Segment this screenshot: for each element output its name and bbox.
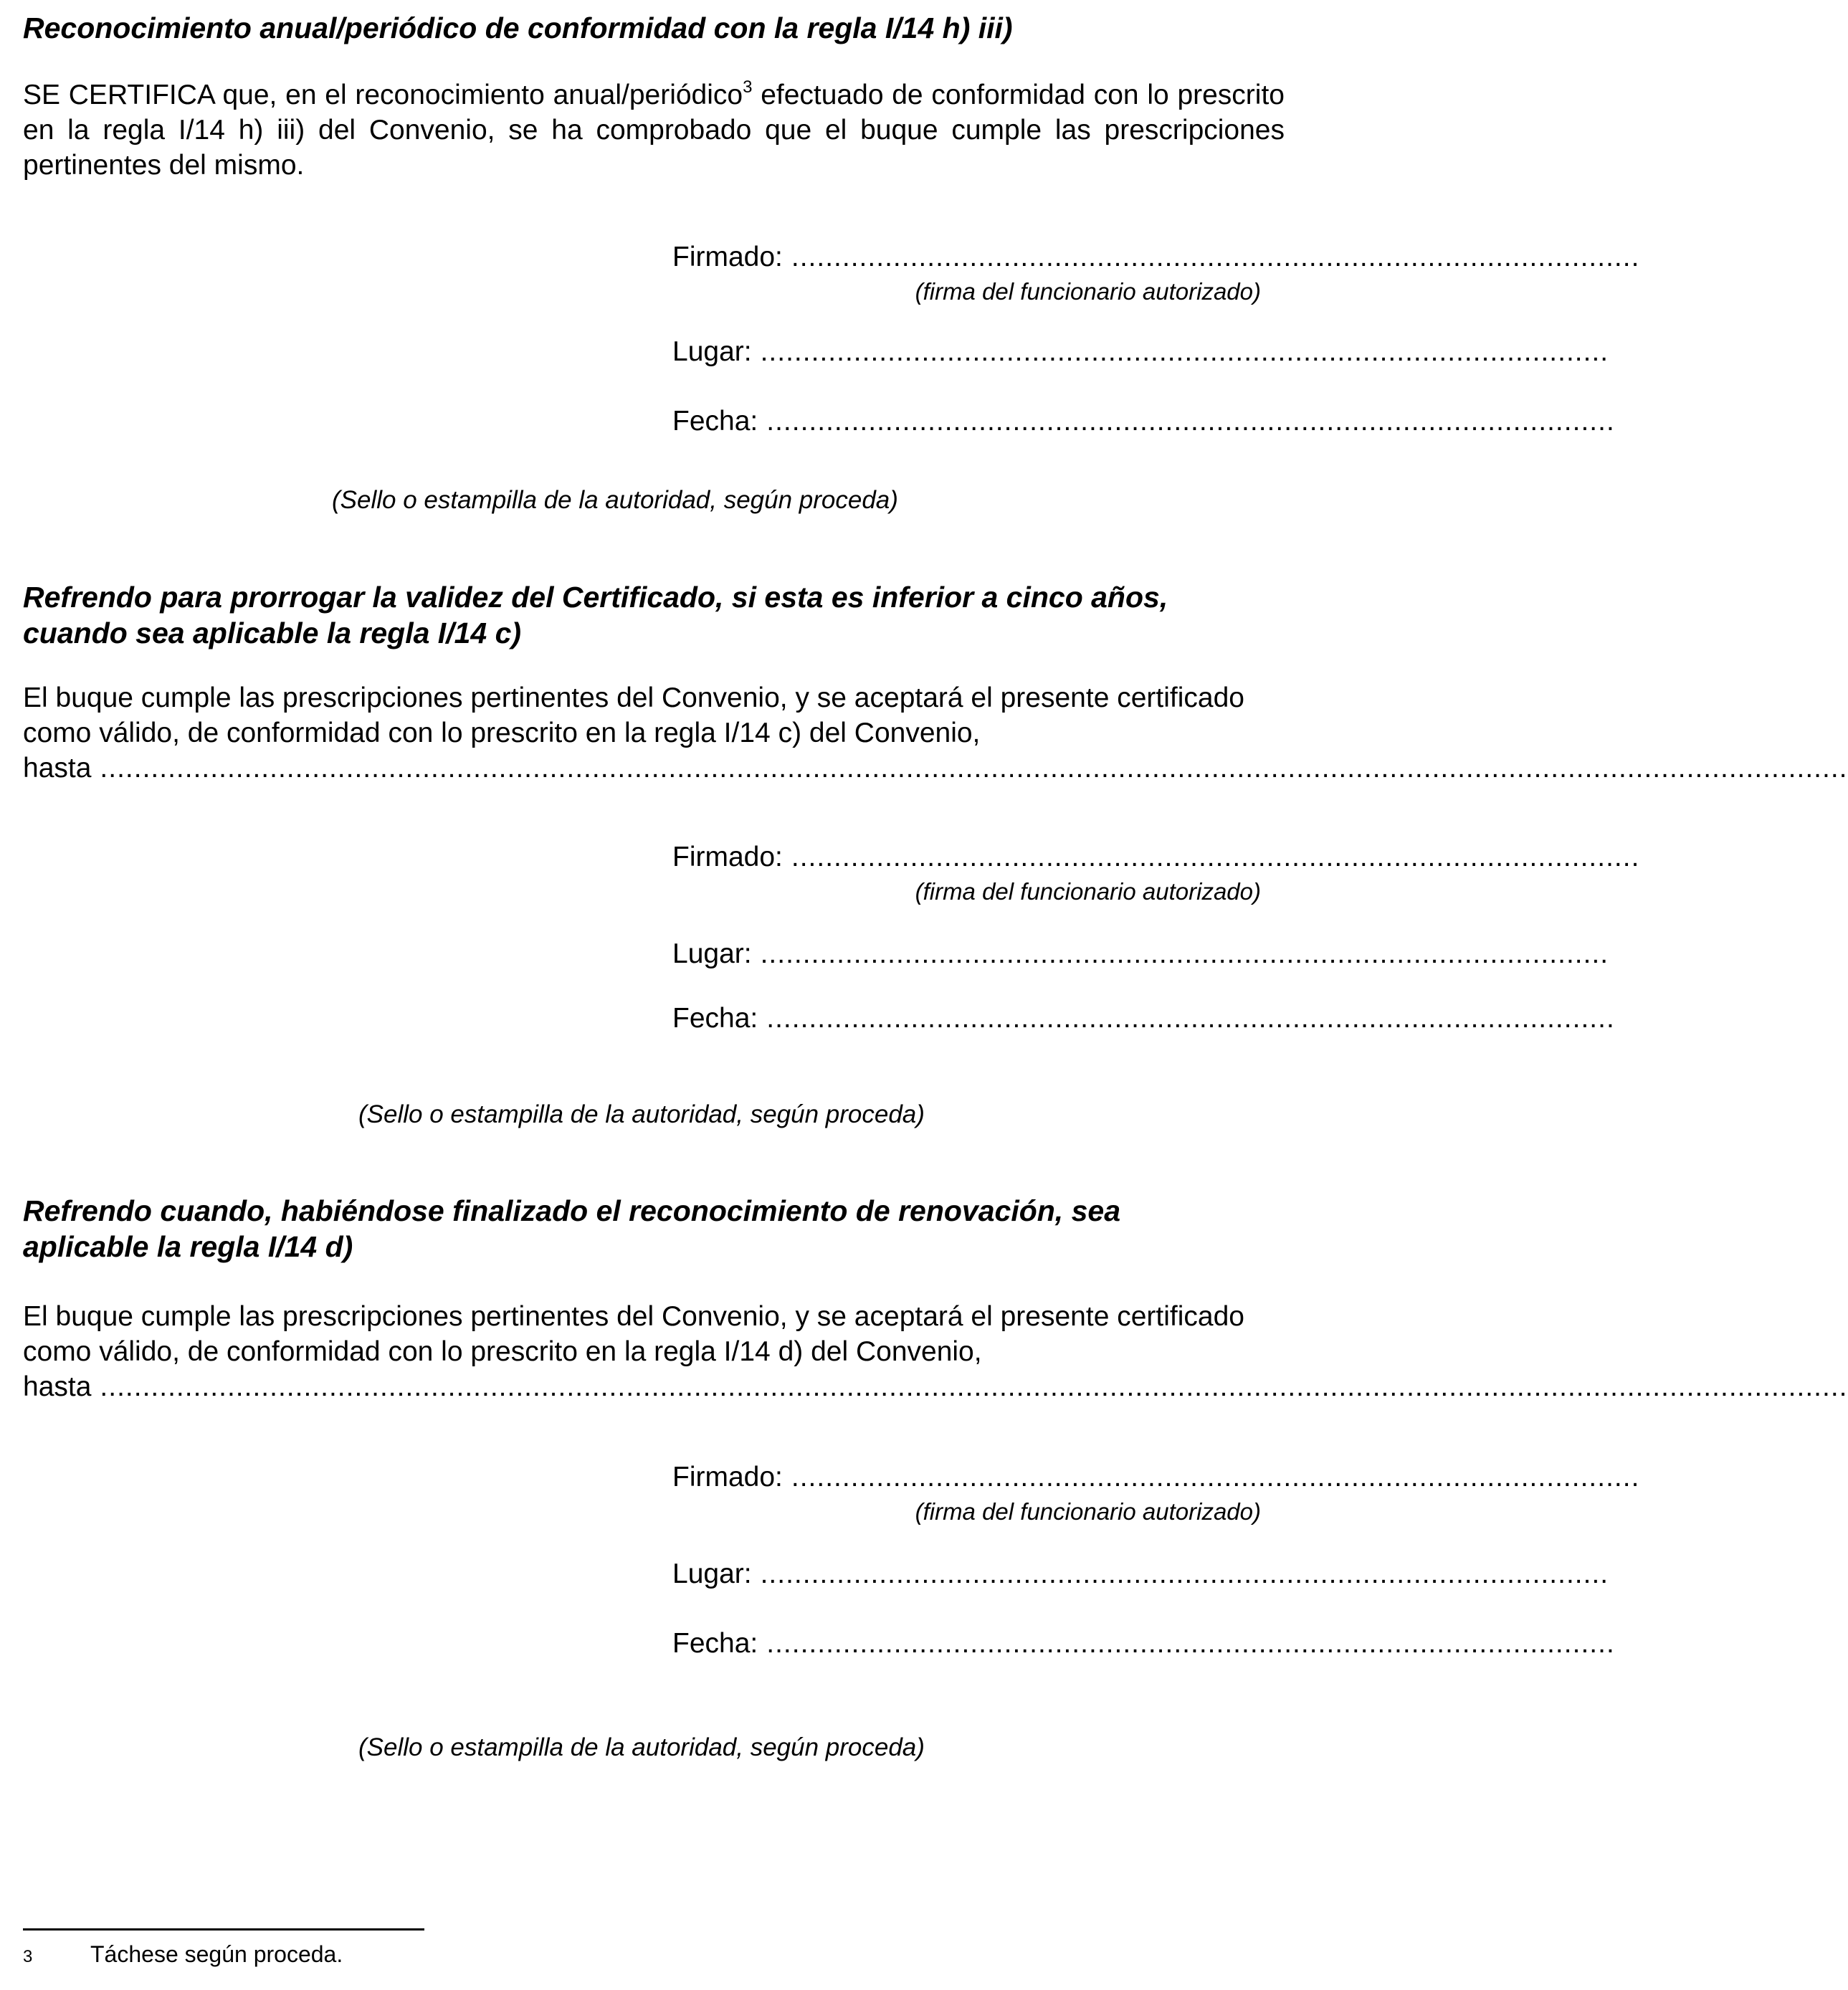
until-line: .............................................................................................................................................................................................................. xyxy=(100,1371,1848,1402)
signed-label: Firmado: xyxy=(672,1462,783,1492)
until-label: hasta xyxy=(23,1371,92,1402)
section3-signed-field[interactable] xyxy=(672,1460,1640,1495)
section3-place-field[interactable] xyxy=(672,1556,1609,1591)
section2-date-field[interactable] xyxy=(672,1001,1615,1036)
section3-seal-note: (Sello o estampilla de la autoridad, según proceda) xyxy=(358,1733,925,1761)
section1-body-start: SE CERTIFICA que, en el reconocimiento anual/periódico xyxy=(23,80,743,110)
signature-line: .................................................................................................... xyxy=(791,242,1640,272)
section2-heading-line2: cuando sea aplicable la regla I/14 c) xyxy=(23,616,522,649)
footnote-text: Táchese según proceda. xyxy=(90,1941,343,1967)
section2-signed-field[interactable] xyxy=(672,839,1640,875)
section2-seal-note: (Sello o estampilla de la autoridad, según proceda) xyxy=(358,1100,925,1128)
section2-heading xyxy=(23,579,1168,651)
section2-signature-caption: (firma del funcionario autorizado) xyxy=(915,878,1261,905)
date-line: .................................................................................................... xyxy=(766,1003,1615,1034)
signature-line: .................................................................................................... xyxy=(791,1462,1640,1492)
place-line: .................................................................................................... xyxy=(760,336,1609,367)
place-label: Lugar: xyxy=(672,1558,752,1589)
section3-date-field[interactable] xyxy=(672,1626,1615,1661)
section3-heading-line1: Refrendo cuando, habiéndose finalizado el reconocimiento de renovación, sea xyxy=(23,1194,1120,1227)
date-line: .................................................................................................... xyxy=(766,1628,1615,1659)
section3-until-field[interactable] xyxy=(23,1369,1848,1404)
until-label: hasta xyxy=(23,753,92,784)
signed-label: Firmado: xyxy=(672,842,783,872)
date-label: Fecha: xyxy=(672,1003,758,1034)
section3-body: El buque cumple las prescripciones pertinentes del Convenio, y se aceptará el presente certificado como válido, de conformidad con lo prescrito en la regla I/14 d) del Convenio, xyxy=(23,1301,1244,1367)
section1-place-field[interactable] xyxy=(672,334,1609,369)
section1-heading: Reconocimiento anual/periódico de conformidad con la regla I/14 h) iii) xyxy=(23,11,1013,44)
place-label: Lugar: xyxy=(672,336,752,367)
date-label: Fecha: xyxy=(672,1628,758,1659)
section3-heading-line2: aplicable la regla I/14 d) xyxy=(23,1230,353,1263)
footnote xyxy=(23,1940,343,1971)
signature-line: .................................................................................................... xyxy=(791,842,1640,872)
section1-body-end: efectuado de conformidad con lo prescrito en la regla I/14 h) iii) del Convenio, se ha comprobado que el buque cumple las prescripciones pertinentes del mismo. xyxy=(23,80,1285,181)
section1-signed-field[interactable] xyxy=(672,239,1640,275)
date-line: .................................................................................................... xyxy=(766,406,1615,437)
place-line: .................................................................................................... xyxy=(760,938,1609,969)
section1-body xyxy=(23,77,1285,183)
section2-body: El buque cumple las prescripciones pertinentes del Convenio, y se aceptará el presente certificado como válido, de conformidad con lo prescrito en la regla I/14 c) del Convenio, xyxy=(23,682,1244,748)
date-label: Fecha: xyxy=(672,406,758,437)
place-label: Lugar: xyxy=(672,938,752,969)
section2-until-field[interactable] xyxy=(23,751,1848,786)
section1-seal-note: (Sello o estampilla de la autoridad, según proceda) xyxy=(332,486,898,514)
section1-signature-caption: (firma del funcionario autorizado) xyxy=(915,278,1261,305)
footnote-number: 3 xyxy=(23,1947,33,1966)
section2-heading-line1: Refrendo para prorrogar la validez del Certificado, si esta es inferior a cinco años, xyxy=(23,581,1168,614)
footnote-divider xyxy=(23,1928,424,1931)
signed-label: Firmado: xyxy=(672,242,783,272)
section3-signature-caption: (firma del funcionario autorizado) xyxy=(915,1498,1261,1525)
place-line: .................................................................................................... xyxy=(760,1558,1609,1589)
section3-heading xyxy=(23,1193,1120,1265)
section2-place-field[interactable] xyxy=(672,936,1609,971)
section1-date-field[interactable] xyxy=(672,404,1615,439)
until-line: .............................................................................................................................................................................................................. xyxy=(100,753,1848,784)
footnote-reference: 3 xyxy=(743,77,753,97)
